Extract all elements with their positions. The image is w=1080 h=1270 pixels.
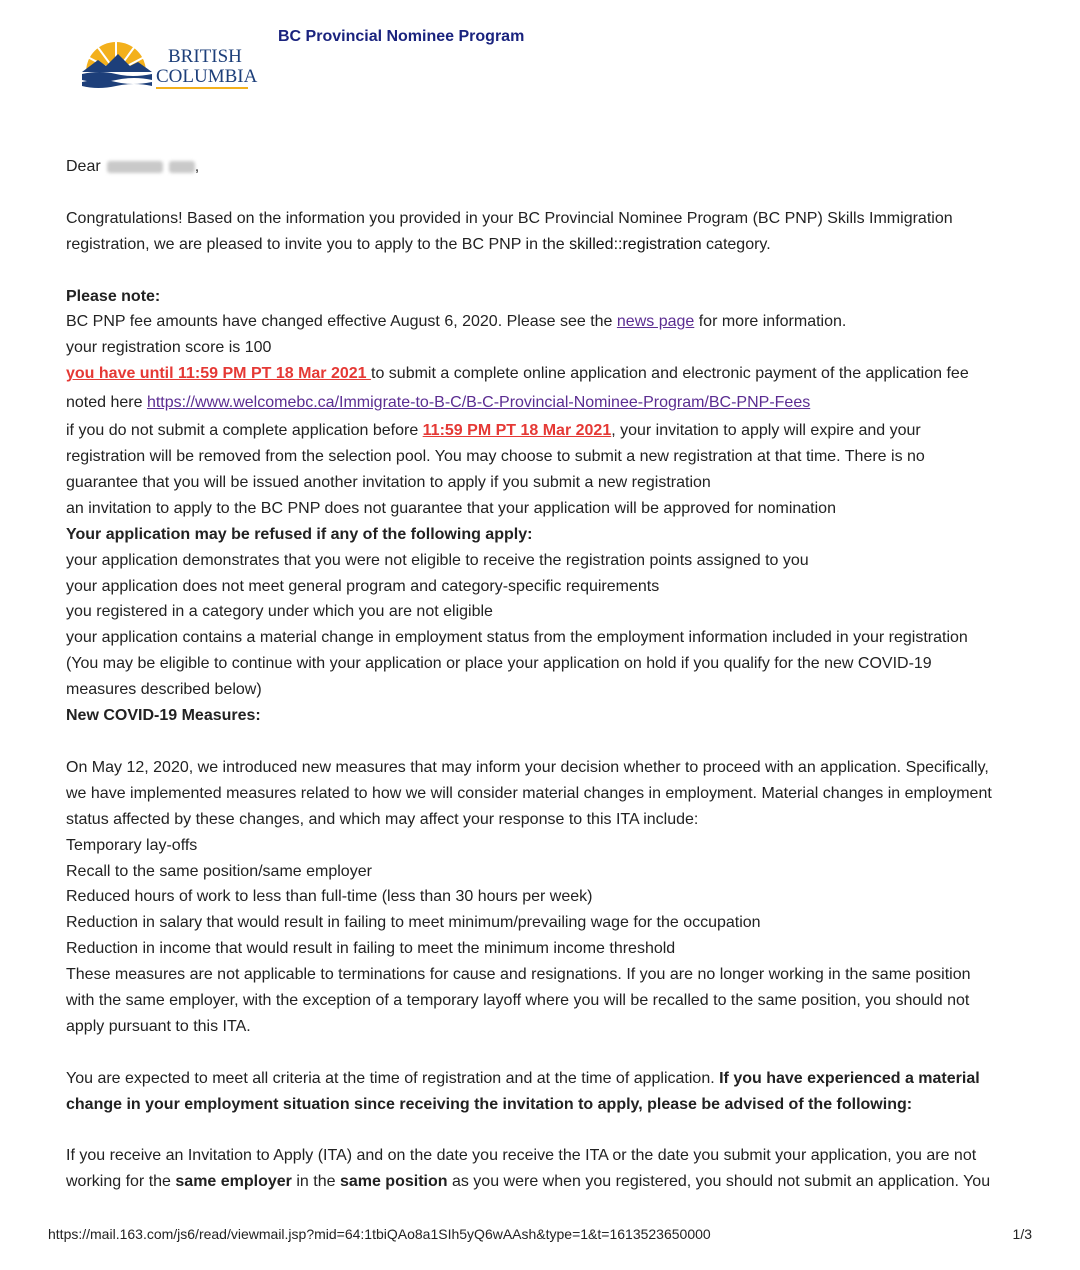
not-applicable-line: with the same employer, with the exception of a temporary layoff where you will be recalled to the same position, you should not (66, 992, 970, 1010)
expected-line: You are expected to meet all criteria at the time of registration and at the time of application. If you have experienced a material (66, 1069, 980, 1087)
refused-item: your application contains a material change in employment status from the employment information included in your registration (66, 629, 968, 647)
covid-line: On May 12, 2020, we introduced new measures that may inform your decision whether to proceed with an application. Specifically, (66, 758, 989, 776)
redacted-name (107, 161, 163, 173)
category-value: skilled::registration (569, 235, 702, 253)
program-title: BC Provincial Nominee Program (278, 28, 525, 45)
refused-heading: Your application may be refused if any of the following apply: (66, 525, 533, 543)
ita-line: working for the same employer in the same position as you were when you registered, you should not submit an application. You (66, 1173, 991, 1191)
bc-sun-mountain-icon (80, 38, 260, 90)
congrats-line: Congratulations! Based on the information you provided in your BC Provincial Nominee Program (BC PNP) Skills Immigration (66, 209, 953, 227)
measure-item: Temporary lay-offs (66, 836, 198, 854)
refused-item: measures described below) (66, 681, 262, 699)
covid-line: status affected by these changes, and which may affect your response to this ITA include: (66, 810, 699, 828)
measure-item: Reduced hours of work to less than full-time (less than 30 hours per week) (66, 888, 593, 906)
fee-line: BC PNP fee amounts have changed effective August 6, 2020. Please see the news page for more information. (66, 313, 847, 331)
fees-line: noted here https://www.welcomebc.ca/Immigrate-to-B-C/B-C-Provincial-Nominee-Program/BC-PNP-Fees (66, 394, 811, 412)
covid-heading: New COVID-19 Measures: (66, 707, 261, 725)
deadline-date: you have until 11:59 PM PT 18 Mar 2021 (66, 365, 372, 383)
news-page-link[interactable]: news page (616, 313, 695, 331)
logo-text-british: BRITISH (168, 46, 242, 67)
expire-line: guarantee that you will be issued another invitation to apply if you submit a new registration (66, 473, 711, 491)
expire-date: 11:59 PM PT 18 Mar 2021 (422, 422, 612, 440)
refused-item: (You may be eligible to continue with your application or place your application on hold if you qualify for the new COVID-19 (66, 655, 932, 673)
logo-text-columbia: COLUMBIA (156, 66, 258, 87)
note-heading: Please note: (66, 287, 161, 305)
email-body (66, 154, 1026, 1195)
measure-item: Reduction in income that would result in failing to meet the minimum income threshold (66, 940, 676, 958)
deadline-line: you have until 11:59 PM PT 18 Mar 2021 to submit a complete online application and electronic payment of the application fee (66, 365, 969, 383)
score-line: your registration score is 100 (66, 339, 272, 357)
expected-line: change in your employment situation since receiving the invitation to apply, please be advised of the following: (66, 1095, 913, 1113)
british-columbia-logo (80, 38, 260, 90)
covid-line: we have implemented measures related to how we will consider material changes in employment. Material changes in employment (66, 784, 992, 802)
not-applicable-line: apply pursuant to this ITA. (66, 1017, 251, 1035)
fees-link[interactable]: https://www.welcomebc.ca/Immigrate-to-B-C/B-C-Provincial-Nominee-Program/BC-PNP-Fees (146, 394, 811, 412)
measure-item: Reduction in salary that would result in failing to meet minimum/prevailing wage for the occupation (66, 914, 761, 932)
refused-item: you registered in a category under which you are not eligible (66, 603, 493, 621)
footer-page-number: 1/3 (1012, 1226, 1032, 1242)
measure-item: Recall to the same position/same employer (66, 862, 372, 880)
redacted-name (169, 161, 195, 173)
footer-url: https://mail.163.com/js6/read/viewmail.jsp?mid=64:1tbiQAo8a1SIh5yQ6wAAsh&type=1&t=1613523650000 (48, 1226, 711, 1242)
no-guarantee-line: an invitation to apply to the BC PNP does not guarantee that your application will be approved for nomination (66, 499, 836, 517)
refused-item: your application demonstrates that you were not eligible to receive the registration points assigned to you (66, 551, 809, 569)
greeting-text: Dear (66, 158, 101, 175)
congrats-line: registration, we are pleased to invite you to apply to the BC PNP in the skilled::registration category. (66, 235, 771, 253)
expire-line: if you do not submit a complete application before 11:59 PM PT 18 Mar 2021, your invitation to apply will expire and your (66, 422, 921, 440)
ita-line: If you receive an Invitation to Apply (ITA) and on the date you receive the ITA or the date you submit your application, you are not (66, 1147, 977, 1165)
expire-line: registration will be removed from the selection pool. You may choose to submit a new registration at that time. There is no (66, 448, 925, 466)
refused-item: your application does not meet general program and category-specific requirements (66, 577, 660, 595)
not-applicable-line: These measures are not applicable to terminations for cause and resignations. If you are no longer working in the same position (66, 966, 971, 984)
greeting-line: Dear , (66, 158, 200, 175)
